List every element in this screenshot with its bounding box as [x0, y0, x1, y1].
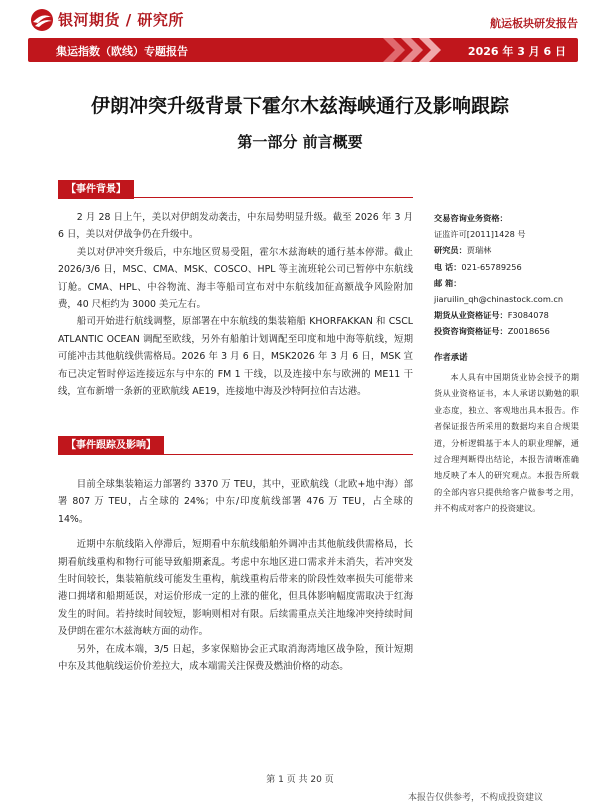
report-type: 航运板块研发报告: [490, 17, 578, 30]
paragraph: 2 月 28 日上午，美以对伊朗发动袭击，中东局势明显升级。截至 2026 年 3 月 6 日，美以对伊战争仍在升级中。: [58, 212, 413, 241]
paragraph: 近期中东航线陷入停滞后，短期看中东航线船舶外调冲击其他航线供需格局，长期看航线重构和物行可能导致船期紊乱。考虑中东地区进口需求并未消失，若冲突发生时间较长，集装箱航线可能发生重构，航线重构后带来的阶段性效率损失可能带来港口拥堵和船期延误，对运价形成一定的上涨的催化，但具体影响幅度需取决于红海发生的时间。若持续时间较短，影响则相对有限。后续需重点关注地缘冲突持续时间及伊朗在霍尔木兹海峡方面的动作。: [58, 539, 413, 638]
statement-heading: 作者承诺: [434, 352, 468, 362]
report-date: 2026 年 3 月 6 日: [467, 45, 566, 58]
info-line: 研究员：贾瑞林: [434, 245, 492, 256]
section-tracking-body: [58, 476, 413, 675]
email-link[interactable]: jiaruilin_qh@chinastock.com.cn: [434, 294, 564, 305]
galaxy-logo-icon: [30, 8, 54, 32]
author-info: [434, 210, 584, 340]
paragraph: 美以对伊冲突升级后，中东地区贸易受阻，霍尔木兹海峡的通行基本停滞。截止 2026/3/6 日，MSC、CMA、MSK、COSCO、HPL 等主流班轮公司已暂停中东航线订舱。CMA、HPL、中谷物流、海丰等船司宣布对中东航线加征高额战争风险附加费，40 尺柜约为 3000 美元左右。: [58, 246, 413, 311]
footer-disclaimer: 本报告仅供参考，不构成投资建议: [408, 793, 544, 803]
info-line: 投资咨询资格证号：Z0018656: [434, 326, 550, 337]
paragraph: 船司开始进行航线调整，原部署在中东航线的集装箱船 KHORFAKKAN 和 CSCL ATLANTIC OCEAN 调配至欧线，另外有船舶计划调配至印度和地中海等航线，短期可能冲击其他航线供需格局。2026 年 3 月 6 日，MSK2026 年 3 月 6 日，MSK 宣布已决定暂时停运连接远东与中东的 FM 1 干线，以及连接中东与欧洲的 ME11 干线，宣布新增一条新的亚欧航线 AE19，连接地中海及沙特阿拉伯吉达港。: [58, 316, 413, 398]
page-number: 第 1 页 共 20 页: [266, 775, 334, 785]
header-bar-title: 集运指数（欧线）专题报告: [56, 45, 188, 58]
report-title: 伊朗冲突升级背景下霍尔木兹海峡通行及影响跟踪: [90, 95, 509, 117]
paragraph: 另外，在成本端，3/5 日起，多家保赔协会正式取消海湾地区战争险，预计短期中东及其他航线运价价差拉大，成本端需关注保费及燃油价格的动态。: [58, 643, 413, 673]
info-line: 交易咨询业务资格：: [434, 213, 508, 223]
author-statement: 本人具有中国期货业协会授予的期货从业资格证书，本人承诺以勤勉的职业态度，独立、客观地出具本报告。作者保证报告所采用的数据均来自合规渠道，分析逻辑基于本人的职业理解，通过合理判断得出结论，本报告清晰准确地反映了本人的研究观点。本报告所载的全部内容只提供给客户做参考之用，并不构成对客户的投资建议。: [434, 372, 579, 514]
section-label-background: 【事件背景】: [58, 180, 134, 199]
info-line: 证监许可[2011]1428 号: [434, 229, 526, 240]
section-background-body: [58, 209, 413, 400]
info-line: 邮 箱：: [434, 277, 462, 288]
brand-name: 银河期货 / 研究所: [58, 11, 184, 29]
paragraph: 目前全球集装箱运力部署约 3370 万 TEU，其中，亚欧航线（北欧+地中海）部署 807 万 TEU，占全球的 24%；中东/印度航线部署 476 万 TEU，占全球的 14%。: [58, 479, 413, 525]
section-label-tracking: 【事件跟踪及影响】: [58, 436, 164, 455]
info-line: 电 话：021-65789256: [434, 261, 522, 272]
info-line: 期货从业资格证号：F3084078: [434, 310, 549, 321]
header-bar: [28, 38, 578, 62]
section-title: 第一部分 前言概要: [237, 133, 363, 151]
chevron-decoration-icon: [383, 38, 453, 62]
